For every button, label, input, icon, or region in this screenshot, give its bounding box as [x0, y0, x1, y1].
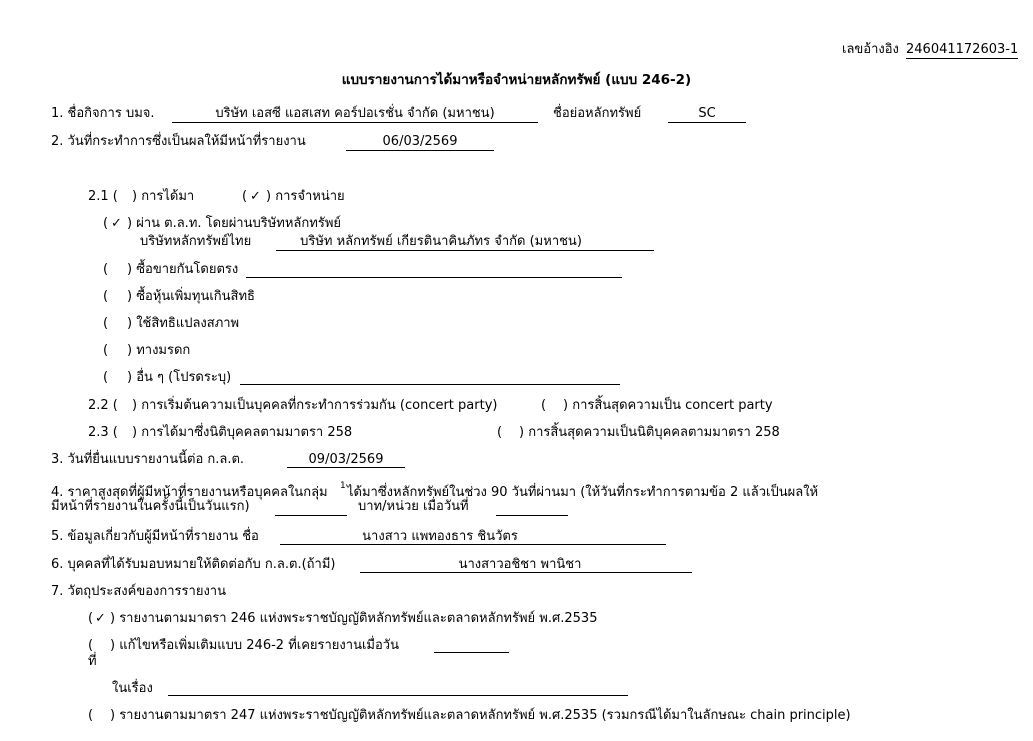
reporter-name: นางสาว แพทองธาร ชินวัตร	[362, 529, 518, 544]
purpose-247-open[interactable]: (	[88, 708, 94, 723]
via-set-label: ) ผ่าน ต.ล.ท. โดยผ่านบริษัทหลักทรัพย์	[127, 216, 342, 231]
option-rights-label: ) ซื้อหุ้นเพิ่มทุนเกินสิทธิ	[127, 289, 255, 304]
purpose-amend-label: ) แก้ไขหรือเพิ่มเติมแบบ 246-2 ที่เคยรายงานเมื่อวัน	[110, 638, 399, 653]
sec258-end-label: ) การสิ้นสุดความเป็นนิติบุคคลตามมาตรา 258	[519, 425, 780, 440]
concert-end-label: ) การสิ้นสุดความเป็น concert party	[563, 398, 773, 413]
sec258-end-open[interactable]: (	[497, 425, 503, 440]
dispose-option: ) การจำหน่าย	[266, 189, 345, 204]
option-other-label: ) อื่น ๆ (โปรดระบุ)	[127, 370, 232, 385]
dispose-open: (	[242, 189, 248, 204]
option-other-underline	[240, 384, 620, 385]
option-convert-label: ) ใช้สิทธิแปลงสภาพ	[127, 316, 240, 331]
option-convert-open[interactable]: (	[103, 316, 109, 331]
option-rights-open[interactable]: (	[103, 289, 109, 304]
transaction-date-underline	[346, 150, 494, 151]
via-set-check-icon[interactable]: ✓	[111, 216, 122, 231]
concert-start-label: ) การเริ่มต้นความเป็นบุคคลที่กระทำการร่วมกัน (concert party)	[132, 398, 498, 413]
purpose-246-label: ) รายงานตามมาตรา 246 แห่งพระราชบัญญัติหลักทรัพย์และตลาดหลักทรัพย์ พ.ศ.2535	[110, 611, 598, 626]
acquire-option[interactable]: ) การได้มา	[132, 189, 195, 204]
max-price-line2: มีหน้าที่รายงานในครั้งนี้เป็นวันแรก)	[51, 499, 250, 514]
purpose-label: 7. วัตถุประสงค์ของการรายงาน	[51, 584, 226, 599]
broker-underline	[276, 250, 654, 251]
symbol-underline	[668, 122, 746, 123]
amend-date-underline	[434, 652, 509, 653]
unit-label: บาท/หน่วย เมื่อวันที่	[358, 499, 469, 514]
purpose-amend-tail: ที่	[88, 654, 97, 669]
reference-label: เลขอ้างอิง	[842, 42, 899, 57]
subject-label: ในเรื่อง	[112, 681, 153, 696]
option-direct-underline	[246, 277, 622, 278]
broker-label: บริษัทหลักทรัพย์ไทย	[140, 234, 252, 249]
reference-number: 246041172603-1	[906, 42, 1019, 57]
item-2-2-prefix[interactable]: 2.2 (	[88, 398, 118, 413]
filing-date-label: 3. วันที่ยื่นแบบรายงานนี้ต่อ ก.ล.ต.	[51, 452, 245, 467]
item-2-3-prefix[interactable]: 2.3 (	[88, 425, 118, 440]
option-direct-label: ) ซื้อขายกันโดยตรง	[127, 262, 239, 277]
company-label: 1. ชื่อกิจการ บมจ.	[51, 106, 155, 121]
transaction-date-label: 2. วันที่กระทำการซึ่งเป็นผลให้มีหน้าที่รายงาน	[51, 134, 306, 149]
reporter-label: 5. ข้อมูลเกี่ยวกับผู้มีหน้าที่รายงาน ชื่อ	[51, 529, 259, 544]
company-underline	[172, 122, 538, 123]
symbol-label: ชื่อย่อหลักทรัพย์	[553, 106, 642, 121]
option-inherit-label: ) ทางมรดก	[127, 343, 191, 358]
broker-name: บริษัท หลักทรัพย์ เกียรตินาคินภัทร จำกัด (มหาชน)	[300, 234, 582, 249]
max-price-underline	[275, 515, 347, 516]
concert-end-open[interactable]: (	[541, 398, 547, 413]
footnote-marker: 1	[340, 481, 346, 491]
transaction-date: 06/03/2569	[382, 134, 458, 149]
option-other-open[interactable]: (	[103, 370, 109, 385]
max-price-line1b: ได้มาซึ่งหลักทรัพย์ในช่วง 90 วันที่ผ่านมา (ให้วันที่กระทำการตามข้อ 2 แล้วเป็นผลให้	[347, 485, 819, 500]
dispose-check-icon[interactable]: ✓	[250, 189, 261, 204]
purpose-246-check-icon[interactable]: ✓	[95, 611, 106, 626]
filing-date: 09/03/2569	[308, 452, 384, 467]
via-set-open: (	[103, 216, 109, 231]
contact-name: นางสาวอชิชา พานิชา	[458, 557, 582, 572]
max-price-date-underline	[496, 515, 568, 516]
purpose-246-open: (	[88, 611, 94, 626]
subject-underline	[168, 695, 628, 696]
purpose-247-label: ) รายงานตามมาตรา 247 แห่งพระราชบัญญัติหลักทรัพย์และตลาดหลักทรัพย์ พ.ศ.2535 (รวมกรณีได้มาในลักษณะ chain principle)	[110, 708, 851, 723]
item-2-1-prefix: 2.1 (	[88, 189, 118, 204]
option-direct-open[interactable]: (	[103, 262, 109, 277]
company-name: บริษัท เอสซี แอสเสท คอร์ปอเรชั่น จำกัด (มหาชน)	[215, 106, 495, 121]
sec258-acquire-label: ) การได้มาซึ่งนิติบุคคลตามมาตรา 258	[132, 425, 353, 440]
contact-label: 6. บุคคลที่ได้รับมอบหมายให้ติดต่อกับ ก.ล.ต.(ถ้ามี)	[51, 557, 336, 572]
option-inherit-open[interactable]: (	[103, 343, 109, 358]
form-title: แบบรายงานการได้มาหรือจำหน่ายหลักทรัพย์ (แบบ 246-2)	[341, 72, 692, 88]
max-price-line1: 4. ราคาสูงสุดที่ผู้มีหน้าที่รายงานหรือบุคคลในกลุ่ม	[51, 485, 328, 500]
symbol-value: SC	[698, 106, 716, 121]
purpose-amend-open[interactable]: (	[88, 638, 94, 653]
